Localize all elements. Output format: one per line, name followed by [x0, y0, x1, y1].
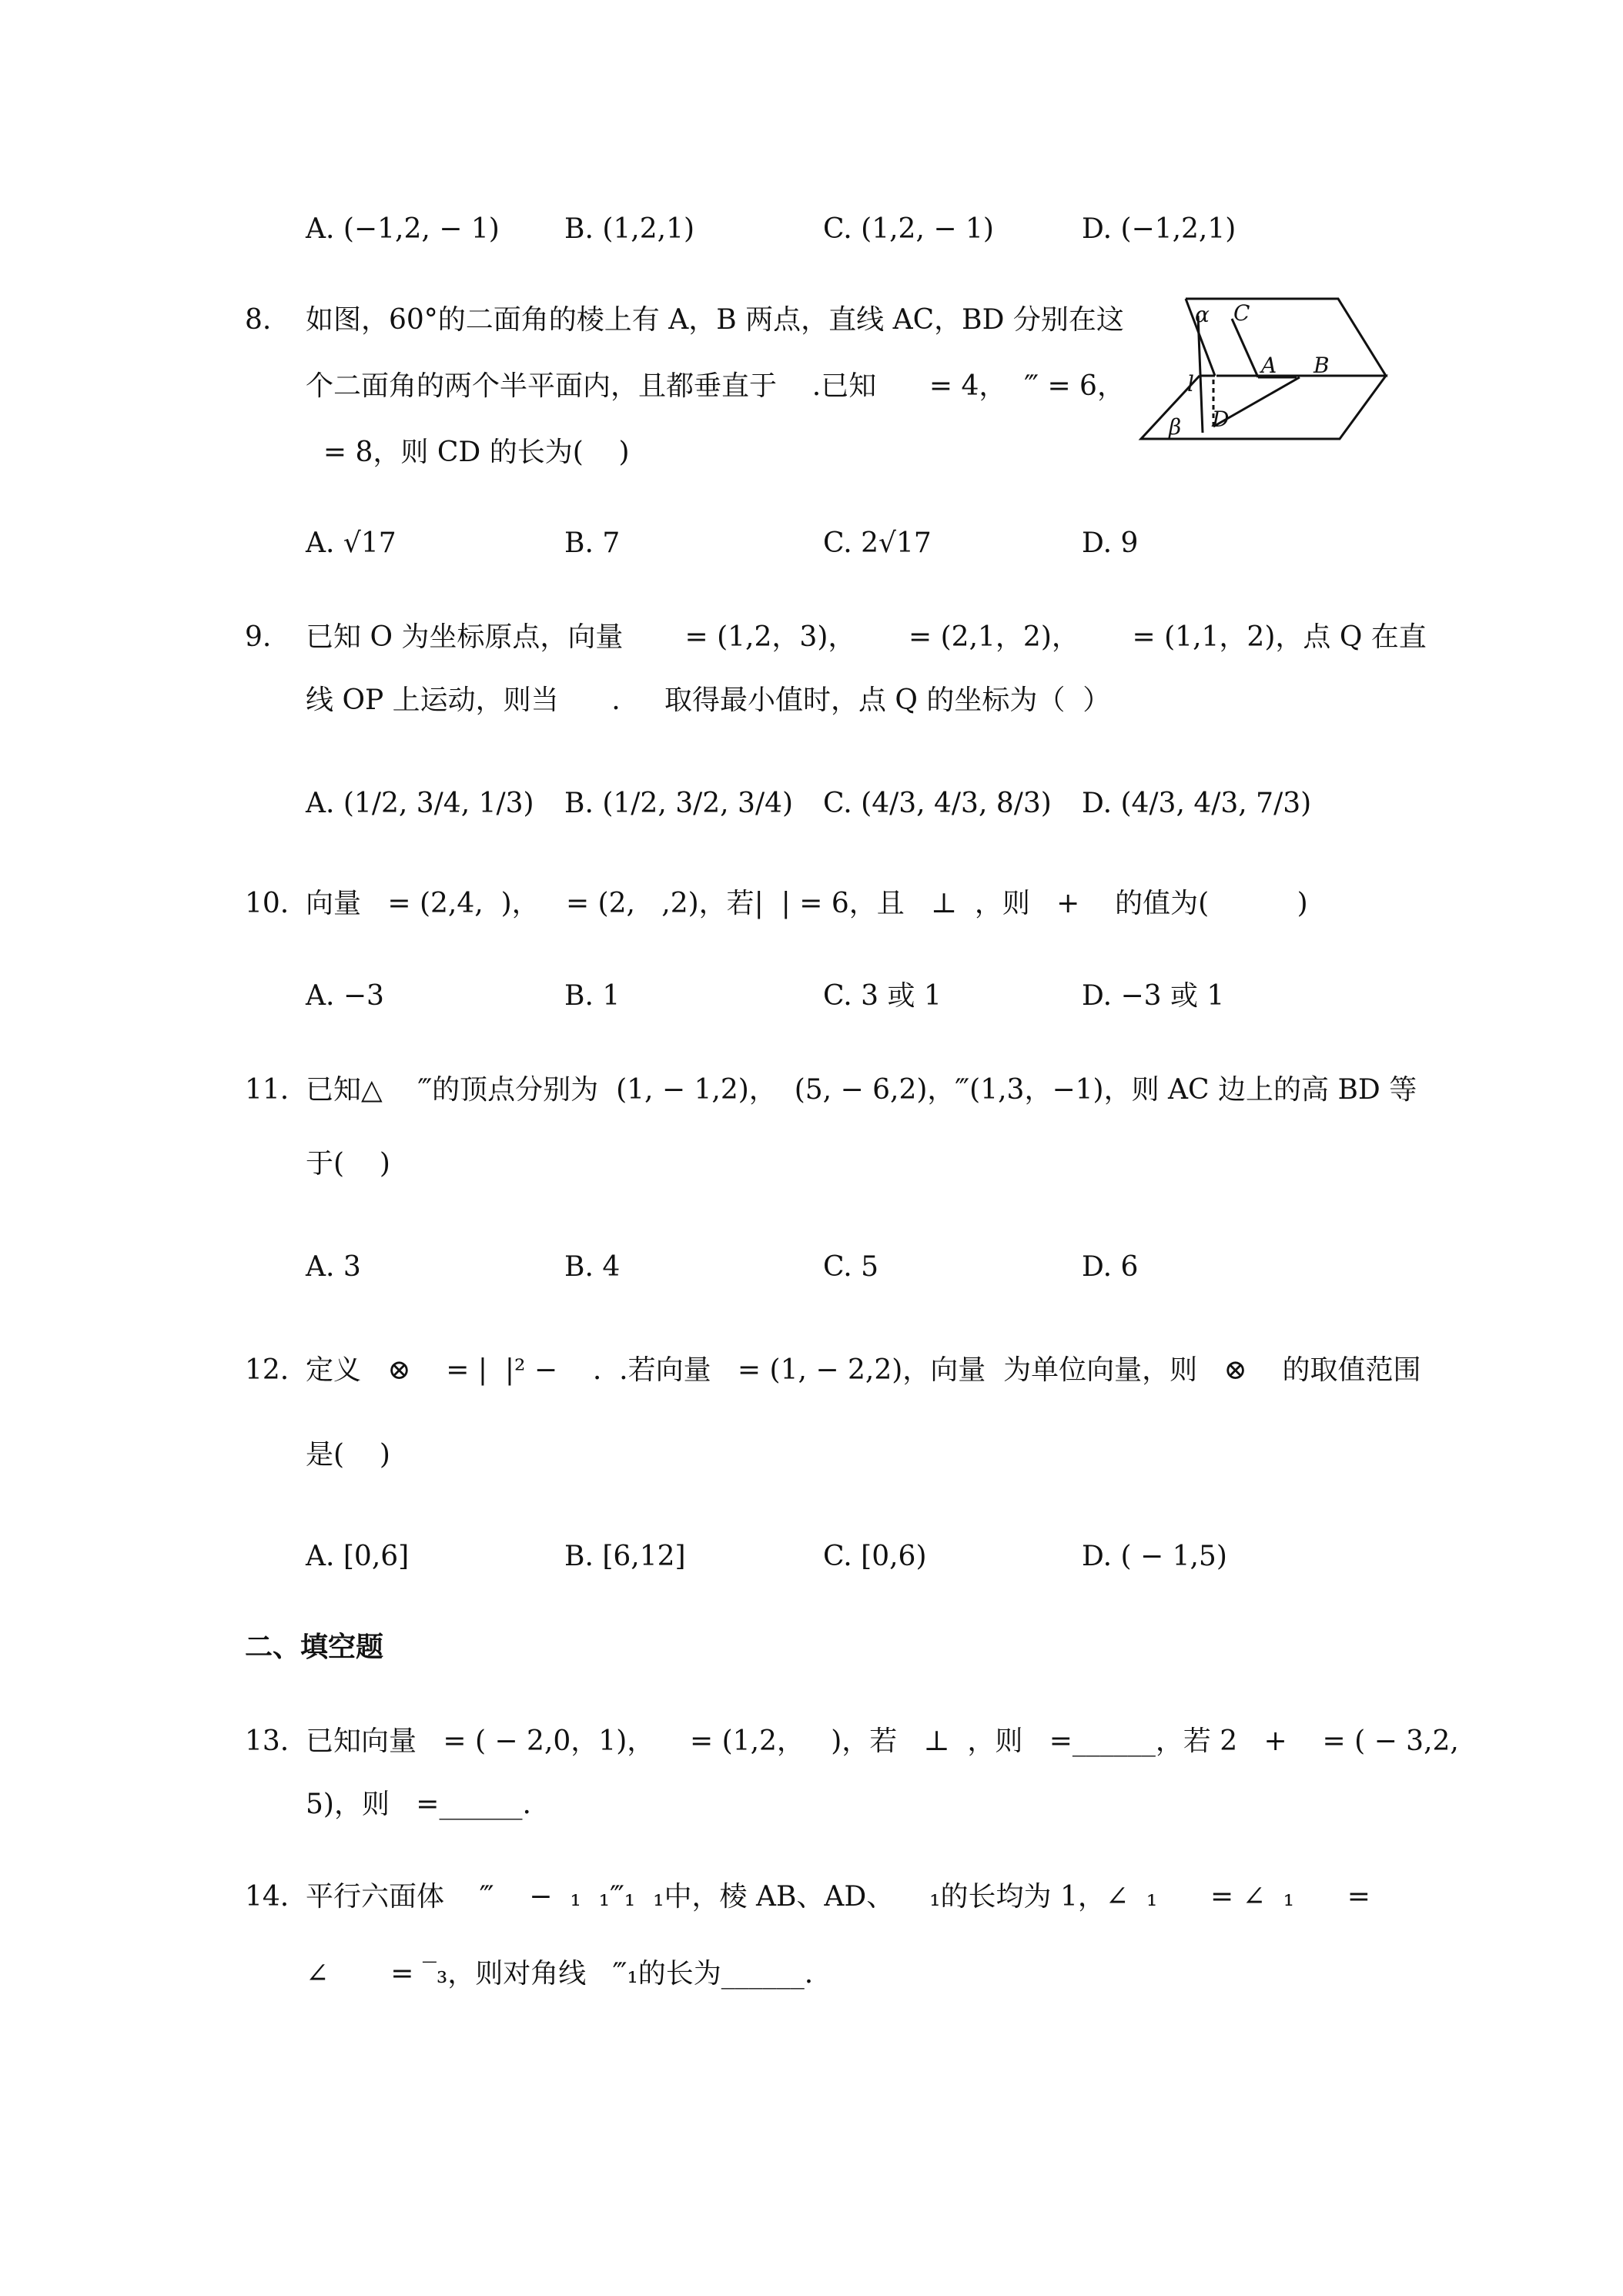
question-number: 12.: [245, 1354, 289, 1386]
label-a: A: [1261, 353, 1277, 378]
q10-option-d: D. −3 或 1: [1082, 980, 1225, 1012]
q11-text-line: 于( ): [306, 1148, 390, 1180]
q8-option-a: A. √17: [306, 527, 397, 559]
q8-text-line: 个二面角的两个半平面内，且都垂直于 .已知 = 4， ‴ = 6，: [306, 370, 1125, 402]
q7-option-d: D. (−1,2,1): [1082, 213, 1236, 245]
q9-option-b: B. (1/2, 3/2, 3/4): [564, 788, 794, 819]
label-beta: β: [1169, 414, 1182, 440]
edge-line-l: [1198, 316, 1203, 433]
q9-option-d: D. (4/3, 4/3, 7/3): [1082, 788, 1312, 819]
q8-option-b: B. 7: [564, 527, 621, 559]
q10-option-a: A. −3: [306, 980, 384, 1012]
q11-option-d: D. 6: [1082, 1251, 1139, 1283]
q9-option-a: A. (1/2, 3/4, 1/3): [306, 788, 534, 819]
q11-option-c: C. 5: [823, 1251, 879, 1283]
label-c: C: [1233, 300, 1250, 326]
q9-option-c: C. (4/3, 4/3, 8/3): [823, 788, 1052, 819]
q12-text-line: 定义 ⊗ = | |² − . .若向量 = (1, − 2,2)，向量 为单位向量，则 ⊗ 的取值范围: [306, 1354, 1421, 1386]
q13-text-line: 已知向量 = ( − 2,0，1)， = (1,2， )，若 ⊥ ，则 =______，若 2 + = ( − 3,2,: [306, 1725, 1459, 1757]
q11-option-a: A. 3: [306, 1251, 361, 1283]
question-number: 8.: [245, 304, 272, 336]
question-number: 13.: [245, 1725, 289, 1757]
q7-option-c: C. (1,2, − 1): [823, 213, 994, 245]
question-number: 9.: [245, 621, 272, 653]
q8-option-d: D. 9: [1082, 527, 1139, 559]
q8-text-line: 如图，60°的二面角的棱上有 A，B 两点，直线 AC，BD 分别在这: [306, 304, 1124, 336]
question-number: 14.: [245, 1881, 289, 1913]
question-number: 11.: [245, 1074, 289, 1106]
segment-ac: [1232, 319, 1258, 377]
q14-text-line: 平行六面体 ‴ − ₁ ₁‴₁ ₁中，棱 AB、AD、 ₁的长均为 1，∠ ₁ = ∠ ₁ =: [306, 1881, 1370, 1913]
q13-text-line: 5)，则 =______.: [306, 1789, 531, 1820]
q12-text-line: 是( ): [306, 1439, 390, 1471]
plane-alpha-outline: [1186, 299, 1386, 376]
question-number: 10.: [245, 888, 289, 919]
label-alpha: α: [1195, 302, 1210, 327]
q14-text-line: ∠ = ‾₃，则对角线 ‴₁的长为______.: [306, 1958, 814, 1990]
q9-text-line: 已知 O 为坐标原点，向量 = (1,2，3)， = (2,1，2)， = (1,1，2)，点 Q 在直: [306, 621, 1427, 653]
q7-option-b: B. (1,2,1): [564, 213, 695, 245]
label-b: B: [1313, 353, 1330, 378]
q9-text-line: 线 OP 上运动，则当 . 取得最小值时，点 Q 的坐标为（ ）: [306, 684, 1111, 716]
q8-text-line: = 8，则 CD 的长为( ): [306, 437, 630, 468]
label-l: l: [1187, 371, 1194, 397]
q12-option-a: A. [0,6]: [306, 1541, 410, 1572]
q10-text-line: 向量 = (2,4, )， = (2, ,2)，若| | = 6，且 ⊥ ，则 + 的值为( ): [306, 888, 1308, 919]
q8-option-c: C. 2√17: [823, 527, 932, 559]
q10-option-c: C. 3 或 1: [823, 980, 942, 1012]
q10-option-b: B. 1: [564, 980, 621, 1012]
q12-option-b: B. [6,12]: [564, 1541, 686, 1572]
q11-text-line: 已知△ ‴的顶点分别为 (1, − 1,2)， (5, − 6,2)，‴(1,3，−1)，则 AC 边上的高 BD 等: [306, 1074, 1417, 1106]
dihedral-angle-figure: [1138, 296, 1392, 442]
section-title: 二、填空题: [245, 1632, 384, 1663]
q11-option-b: B. 4: [564, 1251, 621, 1283]
q7-option-a: A. (−1,2, − 1): [306, 213, 500, 245]
label-d: D: [1212, 407, 1230, 432]
q12-option-d: D. ( − 1,5): [1082, 1541, 1227, 1572]
q12-option-c: C. [0,6): [823, 1541, 927, 1572]
